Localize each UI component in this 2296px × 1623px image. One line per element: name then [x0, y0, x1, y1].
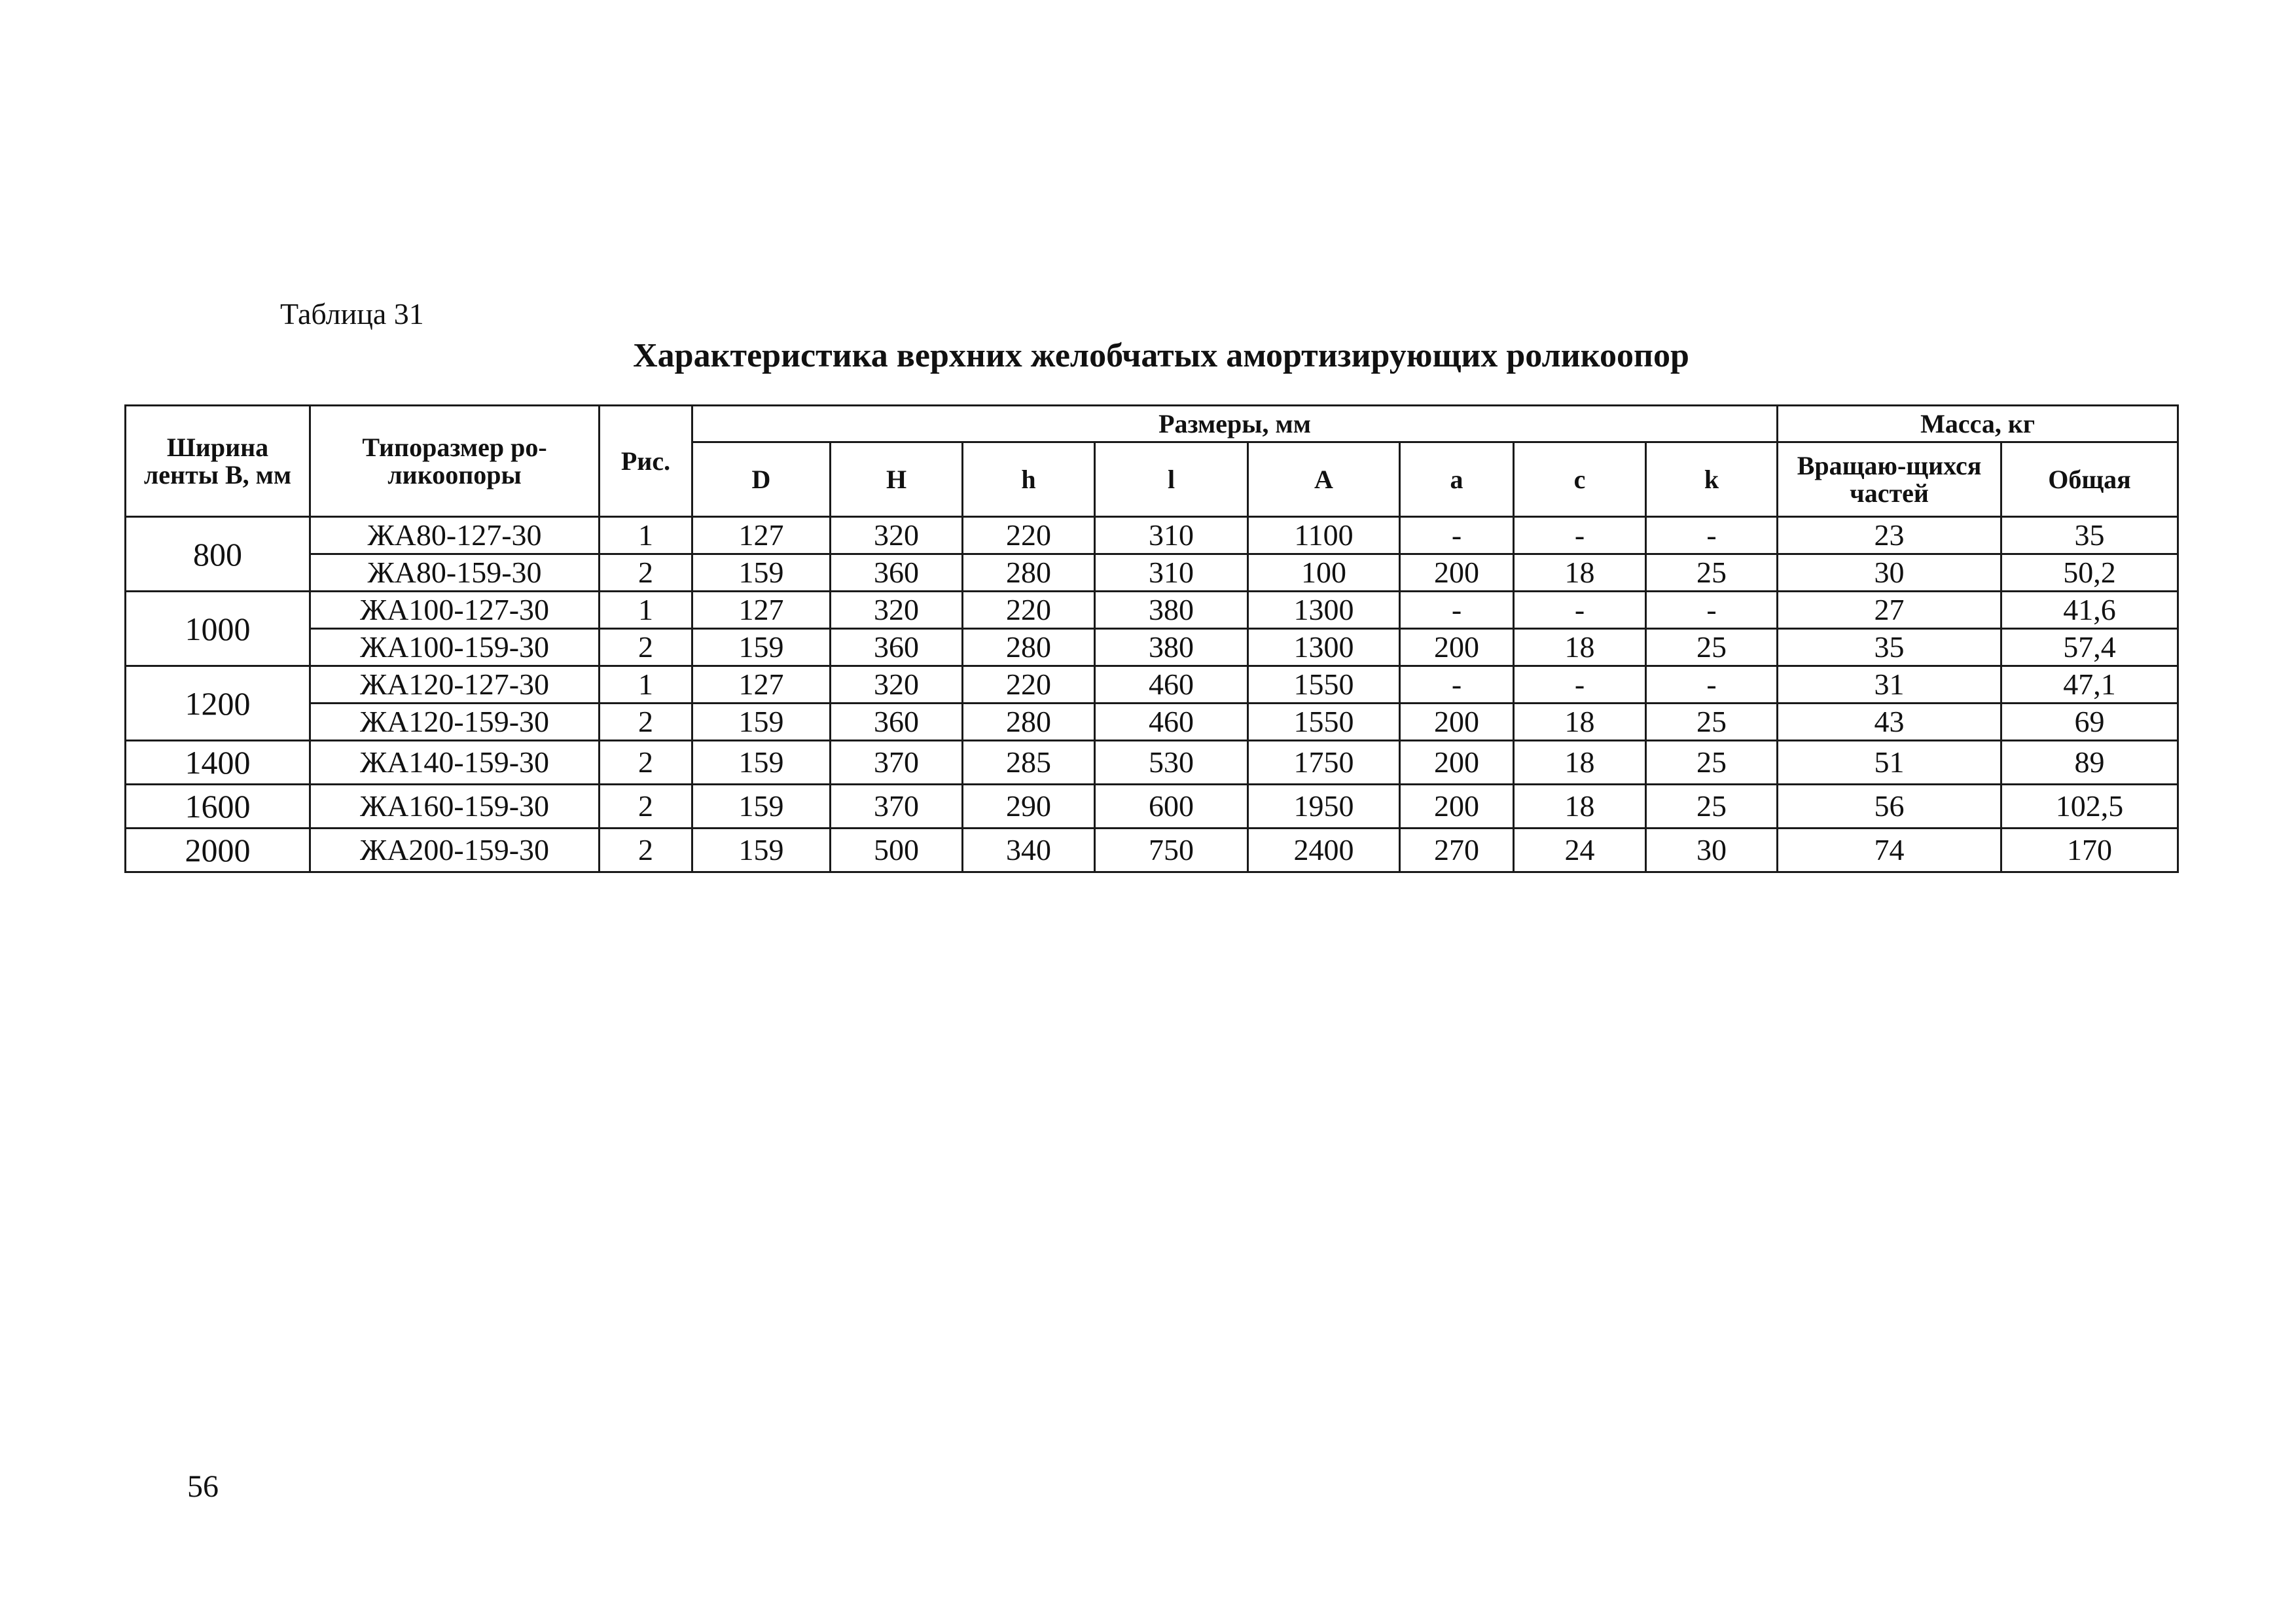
header-belt-width: Ширина ленты B, мм — [126, 406, 310, 517]
roller-type-cell: ЖА160-159-30 — [310, 785, 600, 829]
header-mass-group: Масса, кг — [1778, 406, 2178, 442]
dim-c-cell: - — [1514, 517, 1646, 554]
dim-h-cell: 280 — [963, 629, 1095, 666]
mass-total-cell: 47,1 — [2001, 666, 2178, 704]
dim-H-cell: 370 — [831, 741, 963, 785]
dim-c-cell: 18 — [1514, 554, 1646, 592]
header-dim-H: H — [831, 442, 963, 517]
dim-k-cell: 25 — [1646, 554, 1778, 592]
mass-rotating-cell: 43 — [1778, 704, 2001, 741]
header-dim-l: l — [1095, 442, 1248, 517]
mass-rotating-cell: 30 — [1778, 554, 2001, 592]
figure-cell: 1 — [600, 517, 692, 554]
dim-c-cell: 18 — [1514, 704, 1646, 741]
belt-width-cell: 2000 — [126, 829, 310, 872]
dim-H-cell: 320 — [831, 517, 963, 554]
dim-l-cell: 310 — [1095, 554, 1248, 592]
belt-width-cell: 1600 — [126, 785, 310, 829]
dim-l-cell: 310 — [1095, 517, 1248, 554]
dim-h-cell: 220 — [963, 592, 1095, 629]
dim-l-cell: 750 — [1095, 829, 1248, 872]
dim-l-cell: 460 — [1095, 666, 1248, 704]
mass-total-cell: 170 — [2001, 829, 2178, 872]
roller-type-cell: ЖА120-159-30 — [310, 704, 600, 741]
dim-D-cell: 159 — [692, 785, 831, 829]
dim-A-cell: 1950 — [1248, 785, 1400, 829]
header-dim-D: D — [692, 442, 831, 517]
mass-total-cell: 102,5 — [2001, 785, 2178, 829]
header-dim-h: h — [963, 442, 1095, 517]
table-row — [126, 666, 2178, 704]
roller-type-cell: ЖА120-127-30 — [310, 666, 600, 704]
dim-A-cell: 2400 — [1248, 829, 1400, 872]
dim-c-cell: - — [1514, 592, 1646, 629]
dim-c-cell: 24 — [1514, 829, 1646, 872]
table-row — [126, 741, 2178, 785]
figure-cell: 1 — [600, 666, 692, 704]
dim-k-cell: 25 — [1646, 629, 1778, 666]
figure-cell: 2 — [600, 629, 692, 666]
mass-rotating-cell: 31 — [1778, 666, 2001, 704]
belt-width-cell: 1000 — [126, 592, 310, 666]
dim-l-cell: 380 — [1095, 629, 1248, 666]
mass-rotating-cell: 51 — [1778, 741, 2001, 785]
table-row — [126, 785, 2178, 829]
dim-h-cell: 280 — [963, 554, 1095, 592]
mass-rotating-cell: 56 — [1778, 785, 2001, 829]
dim-l-cell: 530 — [1095, 741, 1248, 785]
header-figure: Рис. — [600, 406, 692, 517]
dim-A-cell: 1550 — [1248, 704, 1400, 741]
header-roller-type: Типоразмер ро-ликоопоры — [310, 406, 600, 517]
dim-k-cell: - — [1646, 666, 1778, 704]
figure-cell: 2 — [600, 704, 692, 741]
mass-total-cell: 69 — [2001, 704, 2178, 741]
table-title: Характеристика верхних желобчатых амортизирующих роликоопор — [633, 337, 1689, 374]
dim-D-cell: 159 — [692, 629, 831, 666]
table-row — [126, 829, 2178, 872]
header-mass-total: Общая — [2001, 442, 2178, 517]
dim-A-cell: 100 — [1248, 554, 1400, 592]
table-row — [126, 517, 2178, 554]
dim-H-cell: 360 — [831, 554, 963, 592]
roller-type-cell: ЖА140-159-30 — [310, 741, 600, 785]
dim-c-cell: - — [1514, 666, 1646, 704]
dim-h-cell: 220 — [963, 517, 1095, 554]
header-mass-rotating: Вращаю-щихся частей — [1778, 442, 2001, 517]
mass-rotating-cell: 35 — [1778, 629, 2001, 666]
figure-cell: 2 — [600, 554, 692, 592]
roller-type-cell: ЖА80-127-30 — [310, 517, 600, 554]
dim-H-cell: 360 — [831, 704, 963, 741]
dim-a-cell: - — [1400, 517, 1514, 554]
header-row-top — [126, 406, 2178, 442]
dim-a-cell: 200 — [1400, 629, 1514, 666]
dim-a-cell: 200 — [1400, 741, 1514, 785]
mass-rotating-cell: 23 — [1778, 517, 2001, 554]
mass-total-cell: 50,2 — [2001, 554, 2178, 592]
table-row — [126, 704, 2178, 741]
belt-width-cell: 800 — [126, 517, 310, 592]
figure-cell: 1 — [600, 592, 692, 629]
roller-support-table — [124, 404, 2179, 873]
mass-total-cell: 57,4 — [2001, 629, 2178, 666]
mass-total-cell: 41,6 — [2001, 592, 2178, 629]
dim-k-cell: - — [1646, 592, 1778, 629]
dim-k-cell: - — [1646, 517, 1778, 554]
dim-h-cell: 280 — [963, 704, 1095, 741]
dim-a-cell: 270 — [1400, 829, 1514, 872]
dim-H-cell: 320 — [831, 592, 963, 629]
dim-H-cell: 320 — [831, 666, 963, 704]
dim-k-cell: 25 — [1646, 741, 1778, 785]
mass-rotating-cell: 74 — [1778, 829, 2001, 872]
dim-D-cell: 127 — [692, 666, 831, 704]
roller-type-cell: ЖА200-159-30 — [310, 829, 600, 872]
dim-k-cell: 30 — [1646, 829, 1778, 872]
dim-a-cell: - — [1400, 666, 1514, 704]
mass-rotating-cell: 27 — [1778, 592, 2001, 629]
table-row — [126, 592, 2178, 629]
header-dimensions-group: Размеры, мм — [692, 406, 1778, 442]
dim-k-cell: 25 — [1646, 704, 1778, 741]
dim-D-cell: 159 — [692, 741, 831, 785]
dim-A-cell: 1750 — [1248, 741, 1400, 785]
dim-D-cell: 159 — [692, 829, 831, 872]
dim-h-cell: 340 — [963, 829, 1095, 872]
dim-l-cell: 460 — [1095, 704, 1248, 741]
header-dim-k: k — [1646, 442, 1778, 517]
figure-cell: 2 — [600, 829, 692, 872]
dim-c-cell: 18 — [1514, 785, 1646, 829]
table-row — [126, 629, 2178, 666]
dim-A-cell: 1300 — [1248, 629, 1400, 666]
figure-cell: 2 — [600, 741, 692, 785]
dim-h-cell: 220 — [963, 666, 1095, 704]
roller-type-cell: ЖА80-159-30 — [310, 554, 600, 592]
dim-H-cell: 370 — [831, 785, 963, 829]
dim-c-cell: 18 — [1514, 629, 1646, 666]
dim-a-cell: 200 — [1400, 785, 1514, 829]
dim-a-cell: - — [1400, 592, 1514, 629]
roller-type-cell: ЖА100-127-30 — [310, 592, 600, 629]
dim-l-cell: 380 — [1095, 592, 1248, 629]
dim-A-cell: 1300 — [1248, 592, 1400, 629]
dim-D-cell: 127 — [692, 517, 831, 554]
dim-h-cell: 290 — [963, 785, 1095, 829]
mass-total-cell: 35 — [2001, 517, 2178, 554]
dim-A-cell: 1100 — [1248, 517, 1400, 554]
header-dim-c: c — [1514, 442, 1646, 517]
dim-D-cell: 127 — [692, 592, 831, 629]
dim-a-cell: 200 — [1400, 704, 1514, 741]
dim-H-cell: 500 — [831, 829, 963, 872]
roller-type-cell: ЖА100-159-30 — [310, 629, 600, 666]
dim-D-cell: 159 — [692, 704, 831, 741]
dim-H-cell: 360 — [831, 629, 963, 666]
belt-width-cell: 1400 — [126, 741, 310, 785]
dim-h-cell: 285 — [963, 741, 1095, 785]
dim-k-cell: 25 — [1646, 785, 1778, 829]
page-number: 56 — [187, 1469, 219, 1504]
header-dim-A: A — [1248, 442, 1400, 517]
belt-width-cell: 1200 — [126, 666, 310, 741]
table-number: Таблица 31 — [280, 297, 424, 330]
header-dim-a: a — [1400, 442, 1514, 517]
dim-a-cell: 200 — [1400, 554, 1514, 592]
dim-A-cell: 1550 — [1248, 666, 1400, 704]
dim-c-cell: 18 — [1514, 741, 1646, 785]
figure-cell: 2 — [600, 785, 692, 829]
dim-D-cell: 159 — [692, 554, 831, 592]
table-row — [126, 554, 2178, 592]
mass-total-cell: 89 — [2001, 741, 2178, 785]
dim-l-cell: 600 — [1095, 785, 1248, 829]
